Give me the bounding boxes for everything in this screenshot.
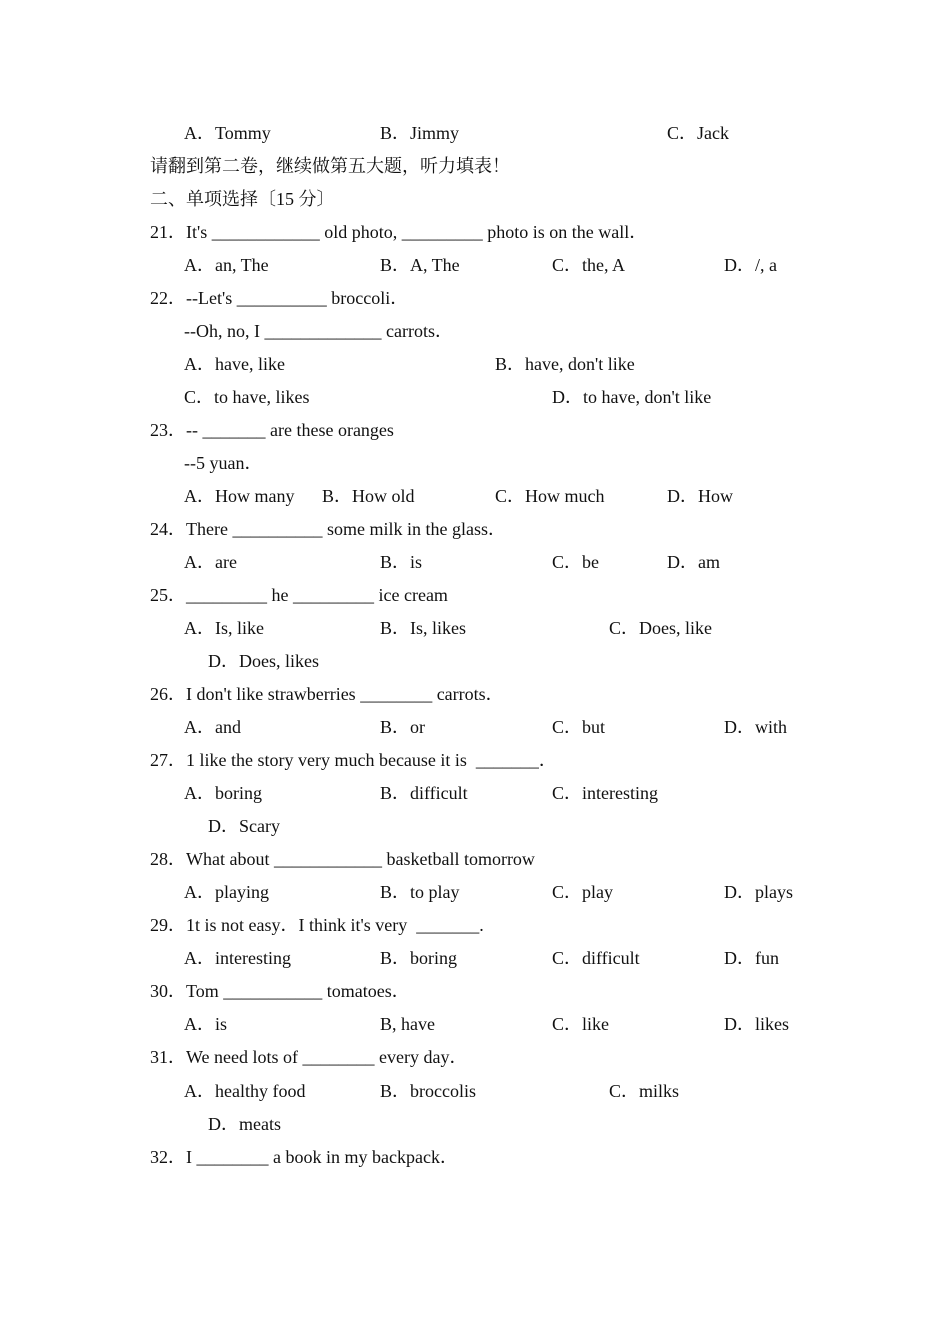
question-32-stem: 32．I ________ a book in my backpack． (150, 1147, 458, 1167)
question-22-stem: 22．--Let's __________ broccoli． (150, 288, 409, 308)
q22-option-a: A．have, like (184, 354, 285, 374)
q26-option-d: D．with (724, 717, 787, 737)
question-26-stem: 26．I don't like strawberries ________ carrots． (150, 684, 504, 704)
q23-option-d: D．How (667, 486, 733, 506)
q21-option-c: C．the, A (552, 255, 626, 275)
q26-option-c: C．but (552, 717, 606, 737)
q22-option-d: D．to have, don't like (552, 387, 712, 407)
q24-option-a: A．are (184, 552, 237, 572)
prev-option-b: B．Jimmy (380, 123, 460, 143)
q23-option-b: B．How old (322, 486, 415, 506)
notice: 请翻到第二卷，继续做第五大题，听力填表！ (150, 156, 510, 176)
question-31-stem: 31．We need lots of ________ every day． (150, 1047, 468, 1067)
q29-option-b: B．boring (380, 948, 458, 968)
q31-option-b: B．broccolis (380, 1081, 476, 1101)
question-22-stem2: --Oh, no, I _____________ carrots． (184, 321, 453, 341)
q30-option-a: A．is (184, 1014, 228, 1034)
q27-option-a: A．boring (184, 783, 262, 803)
q28-option-c: C．play (552, 882, 613, 902)
question-27-stem: 27．1 like the story very much because it is _______． (150, 750, 557, 770)
question-23-stem: 23．-- _______ are these oranges (150, 420, 394, 440)
prev-option-a: A．Tommy (184, 123, 271, 143)
q24-option-d: D．am (667, 552, 720, 572)
q22-option-b: B．have, don't like (495, 354, 635, 374)
q28-option-b: B．to play (380, 882, 460, 902)
q27-option-b: B．difficult (380, 783, 468, 803)
q27-option-d: D．Scary (208, 816, 280, 836)
q30-option-d: D．likes (724, 1014, 789, 1034)
q27-option-c: C．interesting (552, 783, 658, 803)
q25-option-d: D．Does, likes (208, 651, 319, 671)
q21-option-a: A．an, The (184, 255, 269, 275)
section-title: 二、单项选择〔15 分〕 (150, 189, 335, 209)
q24-option-b: B．is (380, 552, 423, 572)
q21-option-b: B．A, The (380, 255, 460, 275)
question-21-stem: 21．It's ____________ old photo, _________ photo is on the wall． (150, 222, 648, 242)
q31-option-c: C．milks (609, 1081, 680, 1101)
question-29-stem: 29．1t is not easy．I think it's very _______. (150, 915, 484, 935)
q29-option-a: A．interesting (184, 948, 291, 968)
q28-option-d: D．plays (724, 882, 793, 902)
question-25-stem: 25．_________ he _________ ice cream (150, 585, 448, 605)
q21-option-d: D．/, a (724, 255, 777, 275)
q25-option-c: C．Does, like (609, 618, 712, 638)
q22-option-c: C．to have, likes (184, 387, 310, 407)
q23-option-c: C．How much (495, 486, 605, 506)
q24-option-c: C．be (552, 552, 599, 572)
q30-option-c: C．like (552, 1014, 609, 1034)
q26-option-b: B．or (380, 717, 425, 737)
q23-option-a: A．How many (184, 486, 295, 506)
q31-option-a: A．healthy food (184, 1081, 306, 1101)
q28-option-a: A．playing (184, 882, 269, 902)
question-23-stem2: --5 yuan． (184, 453, 263, 473)
q31-option-d: D．meats (208, 1114, 281, 1134)
q29-option-c: C．difficult (552, 948, 640, 968)
q30-option-b: B, have (380, 1014, 435, 1034)
question-28-stem: 28．What about ____________ basketball tomorrow (150, 849, 535, 869)
q26-option-a: A．and (184, 717, 241, 737)
q25-option-b: B．Is, likes (380, 618, 467, 638)
question-30-stem: 30．Tom ___________ tomatoes． (150, 981, 410, 1001)
q29-option-d: D．fun (724, 948, 779, 968)
q25-option-a: A．Is, like (184, 618, 264, 638)
question-24-stem: 24．There __________ some milk in the glass． (150, 519, 506, 539)
prev-option-c: C．Jack (667, 123, 729, 143)
